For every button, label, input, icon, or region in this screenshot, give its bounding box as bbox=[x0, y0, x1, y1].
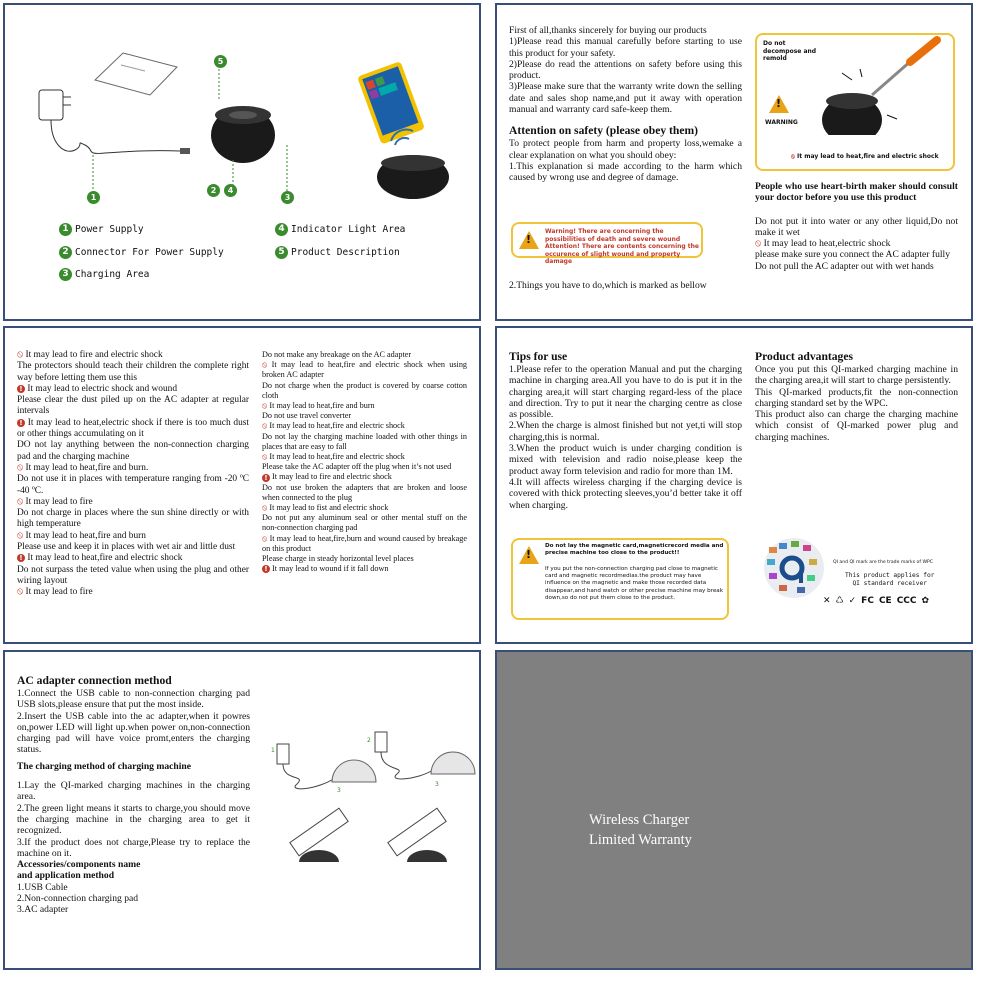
callout-2: 2 bbox=[207, 184, 220, 197]
panel-safety-intro bbox=[495, 3, 973, 321]
diagram-label-3a: 3 bbox=[337, 787, 341, 794]
weee-icon: ✕ bbox=[823, 596, 831, 606]
accessories-heading-2: and application method bbox=[17, 870, 115, 882]
qi-logo bbox=[759, 533, 829, 603]
panel-safety-list bbox=[3, 326, 481, 644]
safety-list-left: ⦸ It may lead to fire and electric shock The protectors should teach their children the complete right way before letting them use this ! It may lead to electric shock and wound Please clear the dust piled up on the AC adapter at regular intervals ! It may lead to heat,electric shock if there is too much dust or other things accumulating on it DO not lay anything between the non-connection charging pad and the charging machine ⦸ It may lead to heat,fire and burn. Do not use it in places with temperature ranging from -20 ºC -40 ºC. ⦸ It may lead to fire Do not charge in places where the sun shine directly or with high temperature ⦸ It may lead to heat,fire and burn Please use and keep it in places with wet air and little dust ! It may lead to heat,fire and electric shock Do not surpass the teted value when using the plug and other wiring layout ⦸ It may lead to fire bbox=[17, 350, 250, 598]
safety-heading: Attention on safety (please obey them) bbox=[509, 124, 699, 138]
diagram-label-3b: 3 bbox=[435, 781, 439, 788]
panel-ac-adapter bbox=[3, 650, 481, 970]
accessories-heading-1: Accessories/components name bbox=[17, 859, 141, 871]
cover-background bbox=[497, 652, 971, 968]
advantages-text: Product advantages Once you put this QI-marked charging machine in the charging area,it will start to charge persistently. This QI-marked products,fit the non-connection charging standard set by the WPC. This product also can charge the charging machine which consist of QI-marked power plug and charging machines. bbox=[755, 350, 958, 443]
callout-5: 5 bbox=[214, 55, 227, 68]
cover-title: Wireless Charger Limited Warranty bbox=[589, 812, 692, 848]
legend-item-4: 4 Indicator Light Area bbox=[275, 223, 405, 236]
warning-legend-box: ! Warning! There are concerning the possibilities of death and severe wound Attention! There are contents concerning the occurence of slight wound and property damage bbox=[511, 222, 703, 258]
magnetic-warning-box: ! Do not lay the magnetic card,magneticrecord media and precise machine too close to the product!! If you put the non-connection charging pad close to magnetic card and magnetic recordmedias.the product may have influence on the magnetic and make those recorded data disappear,and hand watch or other precise machine may break down,so do not put them close to the product. bbox=[511, 538, 729, 620]
pacemaker-heading: People who use heart-birth maker should consult your doctor before you use this product bbox=[755, 181, 958, 204]
legend-item-2: 2 Connector For Power Supply bbox=[59, 246, 224, 259]
legend-item-3: 3 Charging Area bbox=[59, 268, 149, 281]
method-heading: The charging method of charging machine bbox=[17, 760, 192, 772]
callout-4: 4 bbox=[224, 184, 237, 197]
decompose-warning-box: Do not decompose and remold ! WARNING ⦸ It may lead to heat,fire and electric shock bbox=[755, 33, 955, 171]
ccc-icon: CCC bbox=[896, 596, 917, 606]
right-safety-text: People who use heart-birth maker should consult your doctor before you use this product Do not put it into water or any other liquid,Do not make it wet ⦸ It may lead to heat,electric shock please make sure you connect the AC adapter fully Do not pull the AC adapter out with wet hands bbox=[755, 181, 958, 272]
product-diagram bbox=[5, 5, 479, 205]
check-icon: ✓ bbox=[848, 596, 857, 606]
rohs-icon: ✿ bbox=[921, 596, 930, 606]
certification-marks bbox=[823, 596, 929, 606]
safety-list-right: Do not make any breakage on the AC adapter ⦸ It may lead to heat,fire and electric shock when using broken AC adapter Do not charge when the product is covered by coarse cotton cloth ⦸ It may lead to heat,fire and burn Do not use travel converter ⦸ It may lead to heat,fire and electric shock Do not lay the charging machine loaded with other things in places that are easy to fall ⦸ It may lead to heat,fire and electric shock Please take the AC adapter off the plug when it’s not used ! It may lead to fire and electric shock Do not use broken the adapters that are broken and loose when connected to the plug ⦸ It may lead to fist and electric shock Do not put any aluminum seal or other mental stuff on the non-connection charging pad ⦸ It may lead to heat,fire,burn and wound caused by breakage on this product Please charge in steady horizontal level places ! It may lead to wound if it fall down bbox=[262, 350, 468, 574]
panel-product-overview bbox=[3, 3, 481, 321]
ac-adapter-text: AC adapter connection method 1.Connect the USB cable to non-connection charging pad USB slots,please ensure that put the most inside. 2.Insert the USB cable into the ac adapter,when it powres on,power LED will light up.when power on,non-connection charging pad will have voice promt,enters the charging status. The charging method of charging machine 1.Lay the QI-marked charging machines in the charging area. 2.The green light means it starts to charge,you should move the charging machine in the charging area to get it recognized. 3.If the product does not charge,Please try to replace the machine on it. Accessories/components name and application method 1.USB Cable 2.Non-connection charging pad 3.AC adapter bbox=[17, 674, 250, 916]
ce-icon: CE bbox=[878, 596, 892, 606]
intro-text: First of all,thanks sincerely for buying our products 1)Please read this manual carefully before starting to use this product for your safety. 2)Please do read the attentions on safety before using this product. 3)Please make sure that the warranty write down the selling date and sales shop name,and put it away with operation manual and warranty card safe-keep them. Attention on safety (please obey them) To protect people from harm and property loss,wemake a clear explanation on what you should obey: 1.This explanation si made according to the harm which caused by wrong use and degree of damage. bbox=[509, 25, 742, 184]
qi-standard-note: This product applies for QI standard receiver bbox=[845, 572, 935, 587]
advantages-heading: Product advantages bbox=[755, 350, 854, 363]
manual-sheet bbox=[95, 53, 177, 95]
legend-item-1: 1 Power Supply bbox=[59, 223, 144, 236]
tips-heading: Tips for use bbox=[509, 350, 568, 363]
legend-item-5: 5 Product Description bbox=[275, 246, 400, 259]
power-adapter bbox=[39, 90, 63, 120]
panel-tips-advantages bbox=[495, 326, 973, 644]
fcc-icon: FC bbox=[861, 596, 874, 606]
panel-warranty-cover bbox=[495, 650, 973, 970]
ac-heading: AC adapter connection method bbox=[17, 674, 172, 687]
callout-1: 1 bbox=[87, 191, 100, 204]
diagram-label-2: 2 bbox=[367, 737, 371, 744]
diagram-label-1: 1 bbox=[271, 747, 275, 754]
things-text: 2.Things you have to do,which is marked as bellow bbox=[509, 280, 707, 291]
qi-trademark-note: QI and QI mark are the trade marks of WPC bbox=[833, 560, 933, 565]
recycle-icon: ♺ bbox=[835, 596, 844, 606]
tips-text: Tips for use 1.Please refer to the operation Manual and put the charging machine in charging area.All you have to do is put it in the charging area,it will start charging regard-less of the place and direction. Try to put it near the charging centre as close as possible. 2.When the charge is almost finished but not yet,ti will stop charging,this is normal. 3.When the product wuich is under charging condition is mixed with television and radio noise,please keep the product away form television and radio for more than 1M. 4.It will affects wireless charging if the charging device is covered with thick protecting sleeves,you’d better take it off when charging. bbox=[509, 350, 742, 511]
callout-3: 3 bbox=[281, 191, 294, 204]
connection-diagram bbox=[267, 712, 477, 872]
